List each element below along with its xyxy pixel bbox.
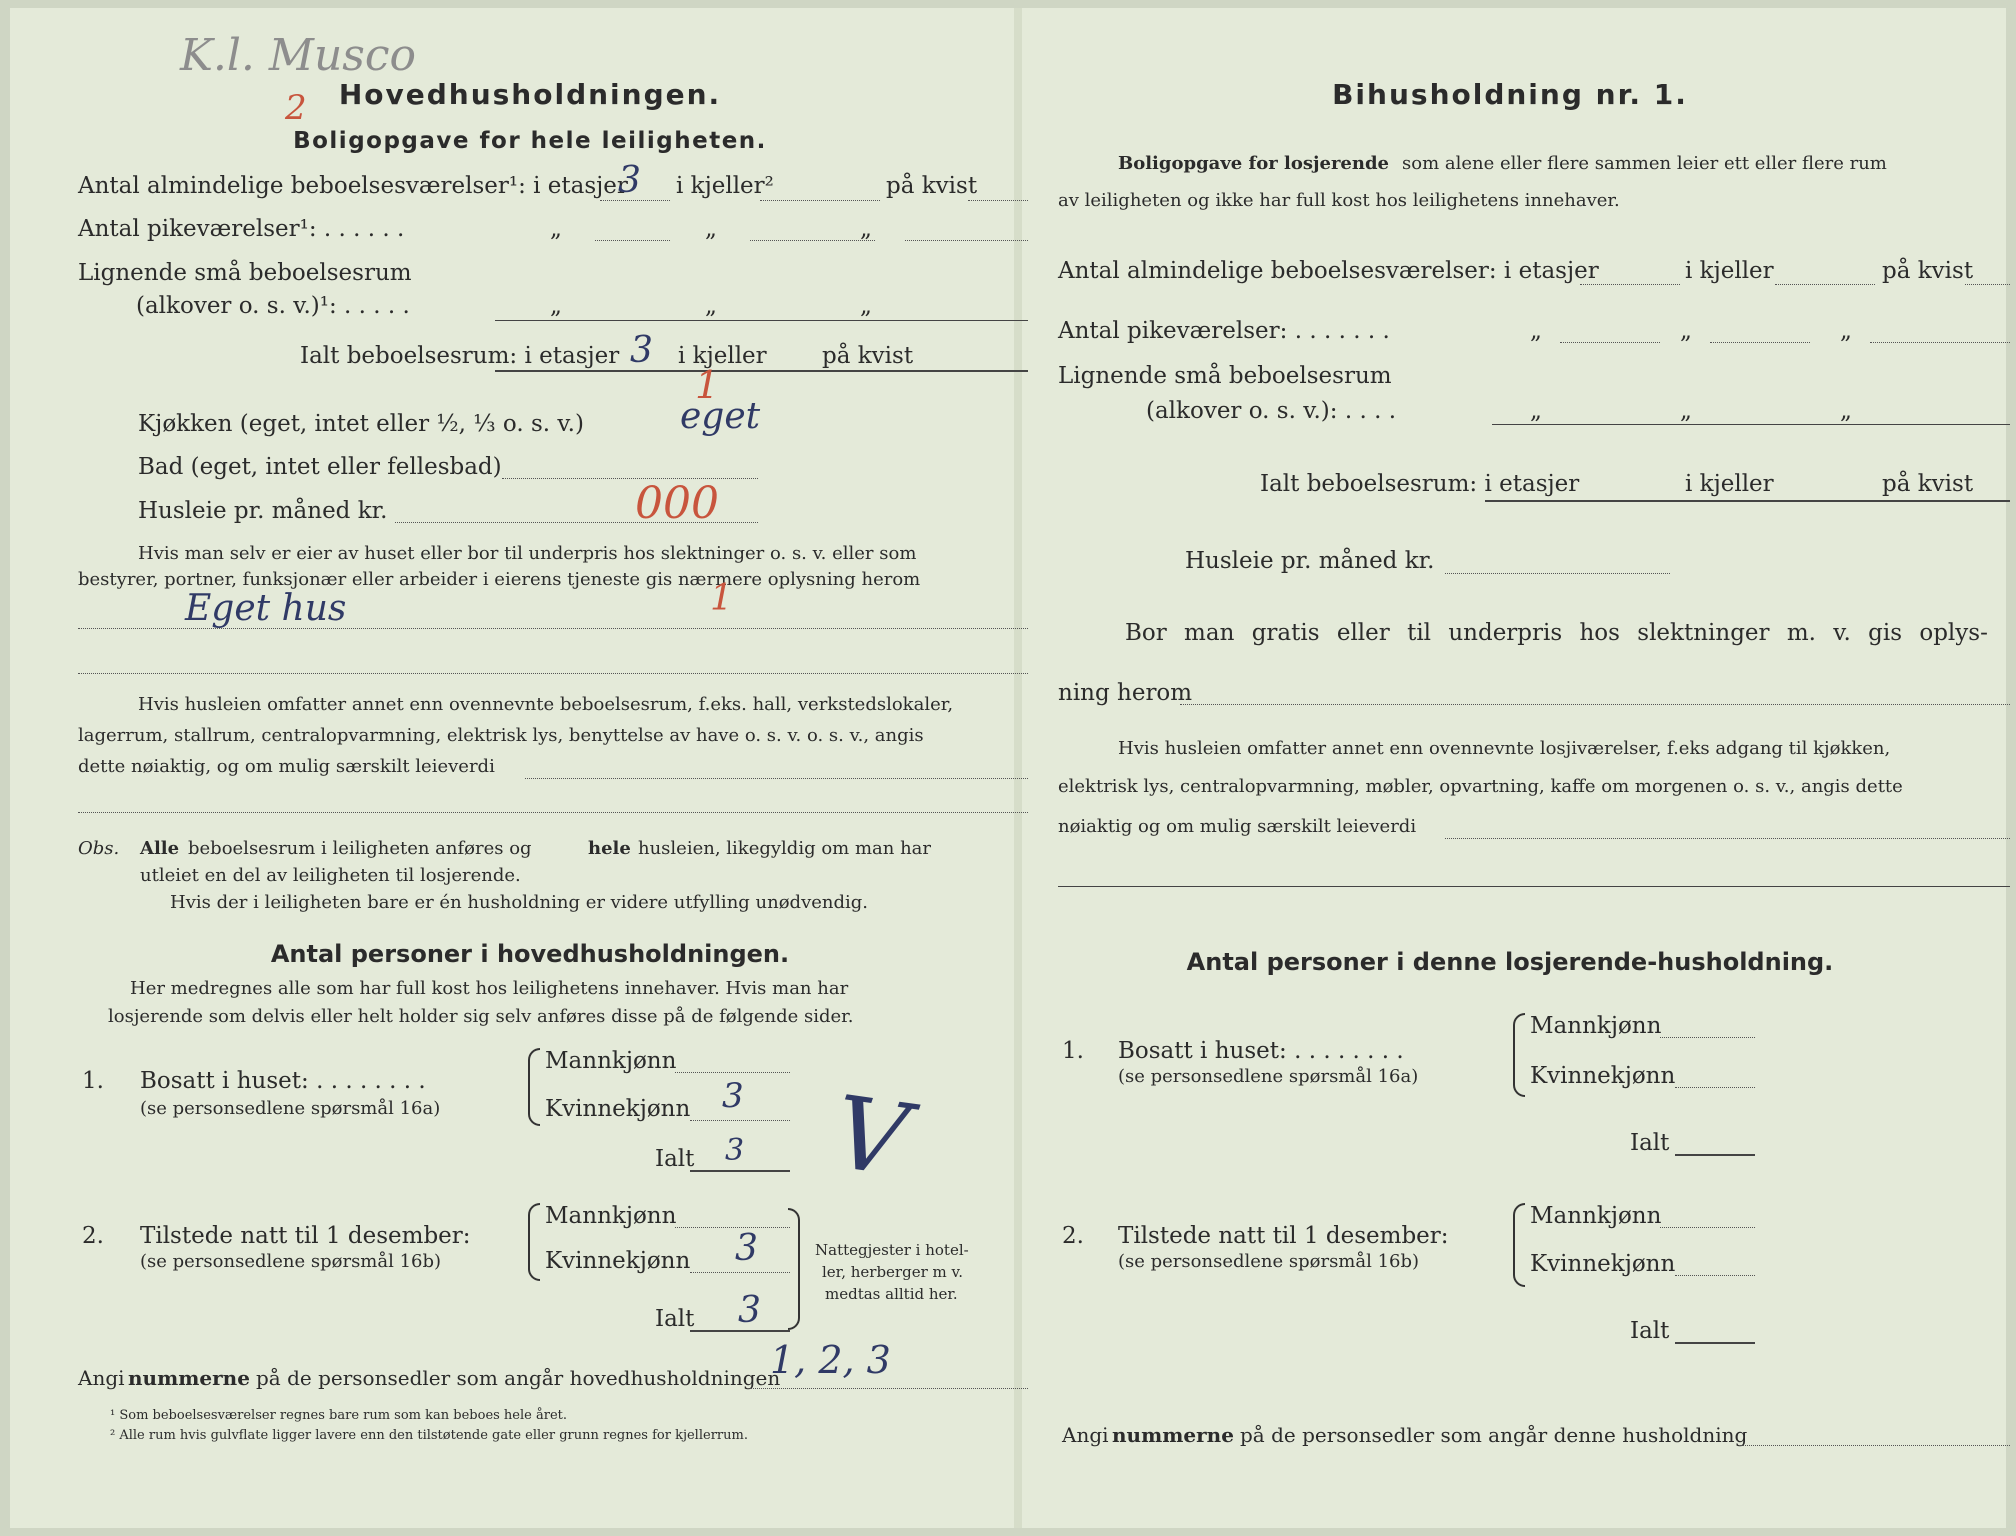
bi-pike-line2[interactable] <box>1710 342 1810 343</box>
obs-hele: hele <box>588 838 631 859</box>
q2-mann-label: Mannkjønn <box>545 1203 677 1229</box>
bi-pike-line3[interactable] <box>1870 342 2010 343</box>
kvist-line[interactable] <box>968 200 1028 201</box>
bi-alkover-label: (alkover o. s. v.): . . . . <box>1146 398 1397 424</box>
ditto-mark: „ <box>1680 318 1692 344</box>
ditto-mark: „ <box>860 293 872 319</box>
bi-q2-kvinne-line[interactable] <box>1675 1275 1755 1276</box>
kjeller-label: i kjeller² <box>676 173 774 199</box>
ditto-mark: „ <box>1530 398 1542 424</box>
bi-angi-bold: nummerne <box>1112 1423 1234 1447</box>
bi-kvist-label: på kvist <box>1882 258 1974 284</box>
bi-q2-sub: (se personsedlene spørsmål 16b) <box>1118 1251 1420 1272</box>
main-subtitle: Boligopgave for hele leiligheten. <box>293 128 767 154</box>
q1-ialt-line[interactable] <box>690 1170 790 1172</box>
angi-bold: nummerne <box>128 1366 250 1390</box>
q2-mann-line[interactable] <box>675 1227 790 1228</box>
hand-ialt-etasjer: 3 <box>630 330 653 371</box>
angi-text: på de personsedler som angår hovedhusholdningen <box>256 1366 781 1390</box>
kjokken-label: Kjøkken (eget, intet eller ½, ⅓ o. s. v.) <box>138 411 584 437</box>
q2-label: Tilstede natt til 1 desember: <box>140 1223 471 1249</box>
obs-text4: Hvis der i leiligheten bare er én husholdning er videre utfylling unødvendig. <box>170 892 869 913</box>
bi-lignende-label: Lignende små beboelsesrum <box>1058 363 1392 389</box>
bi-q1-brace <box>1513 1013 1525 1097</box>
q1-mann-line[interactable] <box>675 1072 790 1073</box>
bi-omfatter-line3: nøiaktig og om mulig særskilt leieverdi <box>1058 816 1417 837</box>
bi-q2-ialt-line[interactable] <box>1675 1342 1755 1344</box>
eier-line2[interactable] <box>78 673 1028 674</box>
hand-husleie: 000 <box>635 478 719 529</box>
bi-q1-mann: Mannkjønn <box>1530 1013 1662 1039</box>
bi-pike-line1[interactable] <box>1560 342 1660 343</box>
ditto-mark: „ <box>550 293 562 319</box>
etasjer-line[interactable] <box>600 200 670 201</box>
alkover-label: (alkover o. s. v.)¹: . . . . . <box>136 293 410 319</box>
bi-q2-kvinne: Kvinnekjønn <box>1530 1251 1676 1277</box>
q2-ialt-label: Ialt <box>655 1306 695 1332</box>
bi-q2-ialt: Ialt <box>1630 1318 1670 1344</box>
bi-leieverdi-line2[interactable] <box>1058 886 2010 887</box>
ialt-kjeller-label: i kjeller <box>678 343 767 369</box>
pike-kjeller-line[interactable] <box>750 240 875 241</box>
bad-line[interactable] <box>502 478 758 479</box>
bi-intro-bold: Boligopgave for losjerende <box>1118 153 1390 174</box>
ditto-mark: „ <box>705 293 717 319</box>
bi-gratis-line[interactable] <box>1180 704 2010 705</box>
nattgjester-line1: Nattegjester i hotel- <box>815 1241 969 1259</box>
bi-ialt-kvist: på kvist <box>1882 471 1974 497</box>
bi-q2-mann: Mannkjønn <box>1530 1203 1662 1229</box>
bi-pikevaerelser-label: Antal pikeværelser: . . . . . . . <box>1058 318 1390 344</box>
bi-ialt-label: Ialt beboelsesrum: i etasjer <box>1260 471 1580 497</box>
footnote2: ² Alle rum hvis gulvflate ligger lavere enn den tilstøtende gate eller grunn regnes for kjellerrum. <box>110 1428 748 1443</box>
leieverdi-line2[interactable] <box>78 812 1028 813</box>
persons-note2: losjerende som delvis eller helt holder sig selv anføres disse på de følgende sider. <box>108 1006 854 1027</box>
red-annotation: 2 <box>285 88 307 128</box>
bi-etasjer-line[interactable] <box>1580 284 1680 285</box>
main-title: Hovedhusholdningen. <box>338 78 722 111</box>
q1-kvinne-label: Kvinnekjønn <box>545 1096 691 1122</box>
q2-kvinne-label: Kvinnekjønn <box>545 1248 691 1274</box>
bi-q1-kvinne-line[interactable] <box>1675 1087 1755 1088</box>
bi-gratis-line2: ning herom <box>1058 680 1193 706</box>
bi-angi-line[interactable] <box>1740 1445 2010 1446</box>
bi-persons-title: Antal personer i denne losjerende-husholdning. <box>1186 948 1834 976</box>
eier-line1[interactable] <box>78 628 1028 629</box>
q1-number: 1. <box>82 1068 104 1094</box>
bi-kjeller-line[interactable] <box>1775 284 1875 285</box>
bi-q1-sub: (se personsedlene spørsmål 16a) <box>1118 1066 1419 1087</box>
angi-prefix: Angi <box>78 1366 125 1390</box>
bi-kvist-line[interactable] <box>1965 284 2010 285</box>
hand-q2-kvinne: 3 <box>735 1228 758 1269</box>
bi-ialt-underline <box>1485 500 2010 502</box>
bi-angi-text: på de personsedler som angår denne husholdning <box>1240 1423 1748 1447</box>
q2-sub: (se personsedlene spørsmål 16b) <box>140 1251 442 1272</box>
bi-kjeller-label: i kjeller <box>1685 258 1774 284</box>
bi-omfatter-line1: Hvis husleien omfatter annet enn ovennevnte losjiværelser, f.eks adgang til kjøkken, <box>1118 738 1891 759</box>
q2-kvinne-line[interactable] <box>690 1272 790 1273</box>
hand-etasjer: 3 <box>618 160 641 201</box>
hand-eier: Eget hus <box>185 588 347 629</box>
bi-q2-number: 2. <box>1062 1223 1084 1249</box>
bi-q2-label: Tilstede natt til 1 desember: <box>1118 1223 1449 1249</box>
leieverdi-line[interactable] <box>525 778 1028 779</box>
ialt-beboelsesrum-label: Ialt beboelsesrum: i etasjer <box>300 343 620 369</box>
bi-omfatter-line2: elektrisk lys, centralopvarmning, møbler, opvartning, kaffe om morgenen o. s. v., angis dette <box>1058 776 1903 797</box>
angi-line[interactable] <box>750 1388 1028 1389</box>
ditto-mark: „ <box>1840 318 1852 344</box>
bad-label: Bad (eget, intet eller fellesbad) <box>138 454 502 480</box>
omfatter-line1: Hvis husleien omfatter annet enn ovennevnte beboelsesrum, f.eks. hall, verkstedslokaler, <box>138 694 954 715</box>
q2-brace <box>528 1203 540 1281</box>
bi-q1-number: 1. <box>1062 1038 1084 1064</box>
bi-q1-mann-line[interactable] <box>1660 1037 1755 1038</box>
page-fold <box>1014 8 1022 1528</box>
bi-ialt-kjeller: i kjeller <box>1685 471 1774 497</box>
pike-etasjer-line[interactable] <box>595 240 670 241</box>
bi-almindelige-label: Antal almindelige beboelsesværelser: i etasjer <box>1058 258 1599 284</box>
kvist-label: på kvist <box>886 173 978 199</box>
bi-q2-mann-line[interactable] <box>1660 1227 1755 1228</box>
bi-q1-kvinne: Kvinnekjønn <box>1530 1063 1676 1089</box>
ditto-mark: „ <box>1530 318 1542 344</box>
ialt-underline <box>495 370 1028 372</box>
almindelige-label: Antal almindelige beboelsesværelser¹: i etasjer <box>78 173 628 199</box>
kjeller-line[interactable] <box>760 200 880 201</box>
omfatter-line3: dette nøiaktig, og om mulig særskilt leieverdi <box>78 756 495 777</box>
bi-leieverdi-line[interactable] <box>1445 838 2010 839</box>
bi-q1-ialt-line[interactable] <box>1675 1154 1755 1156</box>
ditto-mark: „ <box>705 216 717 242</box>
hovedhusholdning-page <box>70 8 990 1528</box>
q1-ialt-label: Ialt <box>655 1146 695 1172</box>
omfatter-line2: lagerrum, stallrum, centralopvarmning, elektrisk lys, benyttelse av have o. s. v. o. s. v., angis <box>78 725 924 746</box>
ditto-mark: „ <box>1680 398 1692 424</box>
bi-intro-text2: av leiligheten og ikke har full kost hos leilighetens innehaver. <box>1058 190 1620 211</box>
pike-kvist-line[interactable] <box>905 240 1028 241</box>
eier-note-line1: Hvis man selv er eier av huset eller bor til underpris hos slektninger o. s. v. eller som <box>138 543 917 564</box>
bi-q2-brace <box>1513 1203 1525 1287</box>
bi-q1-label: Bosatt i huset: . . . . . . . . <box>1118 1038 1404 1064</box>
bi-intro-text1: som alene eller flere sammen leier ett eller flere rum <box>1402 153 1887 174</box>
ditto-mark: „ <box>550 216 562 242</box>
bi-alkover-line[interactable] <box>1492 424 2010 425</box>
ditto-mark: „ <box>1840 398 1852 424</box>
footnote1: ¹ Som beboelsesværelser regnes bare rum som kan beboes hele året. <box>110 1408 567 1423</box>
q1-mann-label: Mannkjønn <box>545 1048 677 1074</box>
hand-angi: 1, 2, 3 <box>770 1338 891 1382</box>
persons-note1: Her medregnes alle som har full kost hos leilighetens innehaver. Hvis man har <box>130 978 849 999</box>
hand-q1-kvinne: 3 <box>722 1076 744 1116</box>
red-eier-mark: 1 <box>710 578 733 619</box>
nattgjester-brace <box>788 1208 800 1330</box>
q1-kvinne-line[interactable] <box>690 1120 790 1121</box>
bi-title: Bihusholdning nr. 1. <box>1332 78 1688 111</box>
census-form-sheet <box>10 8 2006 1528</box>
hand-kjokken: eget <box>680 396 761 437</box>
bi-gratis-line1: Bor man gratis eller til underpris hos slektninger m. v. gis oplys- <box>1125 620 1988 646</box>
q1-sub: (se personsedlene spørsmål 16a) <box>140 1098 441 1119</box>
q2-number: 2. <box>82 1223 104 1249</box>
hand-q2-ialt: 3 <box>738 1290 761 1331</box>
alkover-line[interactable] <box>495 320 1028 321</box>
hand-q1-ialt: 3 <box>725 1133 745 1168</box>
bihusholdning-page <box>1050 8 1988 1528</box>
bi-angi-prefix: Angi <box>1062 1423 1109 1447</box>
bi-husleie-label: Husleie pr. måned kr. <box>1185 548 1435 574</box>
obs-text1: beboelsesrum i leiligheten anføres og <box>188 838 532 859</box>
ditto-mark: „ <box>860 216 872 242</box>
ialt-kvist-label: på kvist <box>822 343 914 369</box>
lignende-label: Lignende små beboelsesrum <box>78 260 412 286</box>
nattgjester-line2: ler, herberger m v. <box>822 1263 963 1281</box>
persons-title: Antal personer i hovedhusholdningen. <box>270 940 790 968</box>
nattgjester-line3: medtas alltid her. <box>825 1285 958 1303</box>
obs-text2: husleien, likegyldig om man har <box>638 838 931 859</box>
q1-brace <box>528 1048 540 1126</box>
bi-husleie-line[interactable] <box>1445 573 1670 574</box>
hand-checkmark: V <box>827 1073 916 1200</box>
q1-label: Bosatt i huset: . . . . . . . . <box>140 1068 426 1094</box>
pencil-annotation: K.l. Musco <box>180 30 417 81</box>
husleie-label: Husleie pr. måned kr. <box>138 498 388 524</box>
bi-q1-ialt: Ialt <box>1630 1130 1670 1156</box>
obs-text3: utleiet en del av leiligheten til losjerende. <box>140 865 521 886</box>
eier-note-line2: bestyrer, portner, funksjonær eller arbeider i eierens tjeneste gis nærmere oplysning herom <box>78 569 921 590</box>
red-ialt-mark: 1 <box>695 363 720 407</box>
pikevaerelser-label: Antal pikeværelser¹: . . . . . . <box>78 216 405 242</box>
obs-label: Obs. <box>78 838 120 859</box>
obs-alle: Alle <box>140 838 180 859</box>
